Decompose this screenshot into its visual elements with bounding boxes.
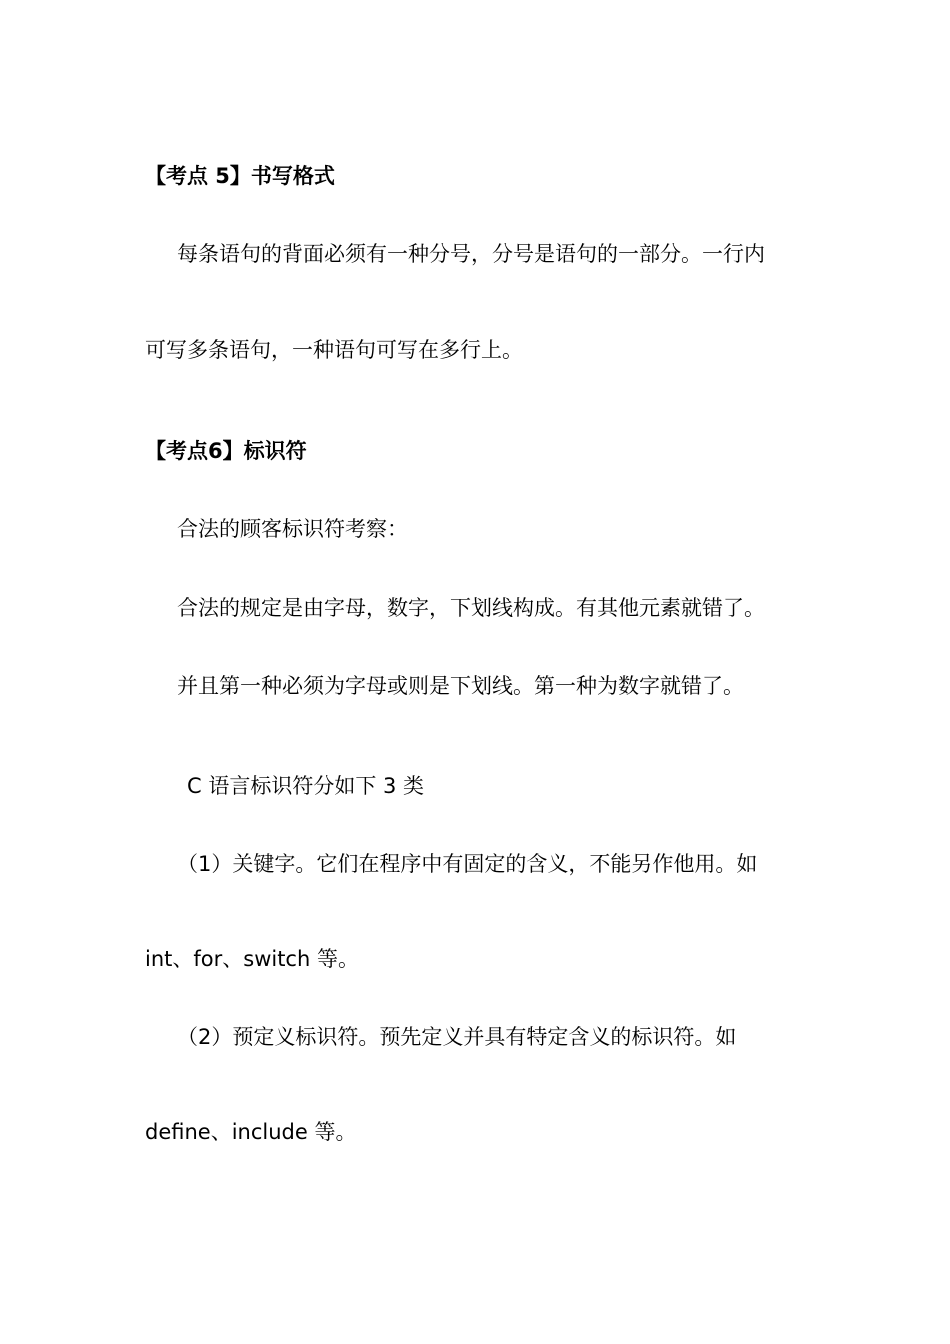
paragraph-line: 合法的顾客标识符考察：: [177, 517, 408, 541]
paragraph-line: 可写多条语句，一种语句可写在多行上。: [145, 338, 523, 362]
paragraph-line: define、include 等。: [145, 1120, 357, 1144]
section-heading-5: 【考点 5】书写格式: [145, 164, 335, 188]
paragraph-line: 合法的规定是由字母，数字，下划线构成。有其他元素就错了。: [177, 596, 765, 620]
list-item-predefined: （2）预定义标识符。预先定义并具有特定含义的标识符。如: [177, 1025, 737, 1049]
paragraph-line: 并且第一种必须为字母或则是下划线。第一种为数字就错了。: [177, 674, 744, 698]
paragraph-line: 每条语句的背面必须有一种分号，分号是语句的一部分。一行内: [177, 242, 765, 266]
paragraph-line: int、for、switch 等。: [145, 947, 359, 971]
paragraph-line: C 语言标识符分如下 3 类: [187, 774, 425, 798]
list-item-keywords: （1）关键字。它们在程序中有固定的含义，不能另作他用。如: [177, 852, 758, 876]
section-heading-6: 【考点6】标识符: [145, 439, 307, 463]
